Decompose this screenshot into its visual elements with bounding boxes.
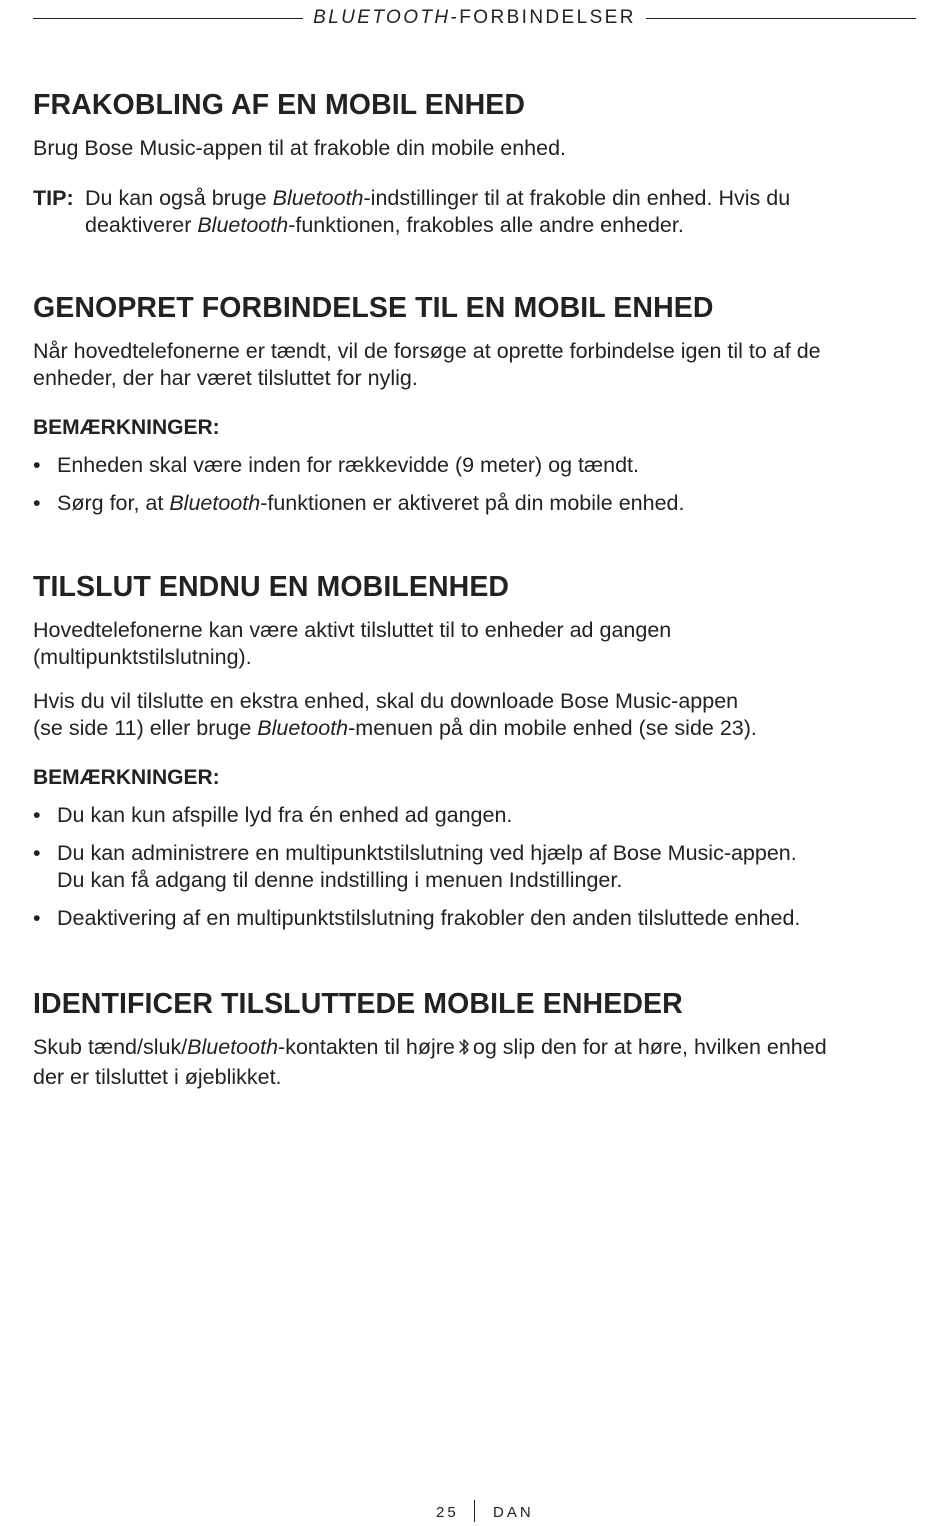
bullet-icon: •: [33, 841, 41, 865]
list-item: [33, 905, 913, 932]
language-code: DAN: [493, 1504, 534, 1521]
page-number: 25: [436, 1504, 459, 1521]
footer-divider: [474, 1500, 475, 1522]
paragraph-line: Når hovedtelefonerne er tændt, vil de forsøge at oprette forbindelse igen til to af de: [33, 339, 821, 363]
list-item-text: Deaktivering af en multipunktstilslutning frakobler den anden tilsluttede enhed.: [57, 906, 801, 930]
bullet-icon: •: [33, 453, 41, 477]
paragraph-line: (multipunktstilslutning).: [33, 645, 252, 669]
page-header: [33, 6, 916, 30]
notes-list: [33, 452, 913, 517]
section-heading: FRAKOBLING AF EN MOBIL ENHED: [33, 89, 526, 121]
header-title-rest: -FORBINDELSER: [450, 7, 636, 28]
notes-list: [33, 802, 913, 932]
paragraph-italic: Bluetooth: [257, 716, 349, 740]
bullet-icon: •: [33, 491, 41, 515]
header-rule-right: [646, 18, 916, 19]
paragraph-italic: Bluetooth: [187, 1035, 279, 1059]
paragraph: Brug Bose Music-appen til at frakoble din mobile enhed.: [33, 136, 567, 160]
header-title: [303, 7, 646, 29]
list-item-text: Enheden skal være inden for rækkevidde (9 meter) og tændt.: [57, 453, 639, 477]
paragraph-line: enheder, der har været tilsluttet for nylig.: [33, 366, 418, 390]
bullet-icon: •: [33, 906, 41, 930]
list-item: [33, 840, 913, 894]
section-identify: [33, 986, 913, 1091]
tip-label: TIP:: [33, 186, 74, 210]
tip-text-part: -indstillinger til at frakoble din enhed. Hvis du: [363, 186, 791, 210]
paragraph-line: Hovedtelefonerne kan være aktivt tilsluttet til to enheder ad gangen: [33, 618, 672, 642]
tip-text: [85, 185, 790, 239]
page-footer: [0, 1498, 950, 1526]
section-connect-another: [33, 569, 913, 932]
paragraph-line: (se side 11) eller bruge: [33, 716, 258, 740]
header-rule-left: [33, 18, 303, 19]
paragraph: [33, 688, 913, 742]
bullet-icon: •: [33, 803, 41, 827]
paragraph-line: der er tilsluttet i øjeblikket.: [33, 1065, 282, 1089]
bluetooth-icon: [458, 1037, 470, 1064]
list-item-text: Du kan få adgang til denne indstilling i menuen Indstillinger.: [57, 868, 623, 892]
paragraph: [33, 338, 913, 392]
paragraph-line: -kontakten til højre: [278, 1035, 455, 1059]
header-title-italic: BLUETOOTH: [313, 7, 451, 28]
paragraph-line: Skub tænd/sluk/: [33, 1035, 188, 1059]
section-heading: GENOPRET FORBINDELSE TIL EN MOBIL ENHED: [33, 292, 714, 324]
list-item: [33, 490, 913, 517]
list-item: [33, 452, 913, 479]
section-reconnect: [33, 290, 913, 517]
tip-text-part: deaktiverer: [85, 213, 198, 237]
list-item-text: Du kan kun afspille lyd fra én enhed ad gangen.: [57, 803, 513, 827]
section-disconnect: [33, 87, 913, 239]
tip-text-italic: Bluetooth: [272, 186, 364, 210]
tip-text-italic: Bluetooth: [197, 213, 289, 237]
tip-text-part: -funktionen, frakobles alle andre enheder.: [288, 213, 684, 237]
list-item-text: Du kan administrere en multipunktstilslutning ved hjælp af Bose Music-appen.: [57, 841, 797, 865]
paragraph: [33, 1034, 913, 1091]
tip-block: [33, 185, 913, 239]
list-item-text: -funktionen er aktiveret på din mobile enhed.: [260, 491, 685, 515]
tip-text-part: Du kan også bruge: [85, 186, 273, 210]
list-item-italic: Bluetooth: [169, 491, 261, 515]
list-item: [33, 802, 913, 829]
paragraph-line: og slip den for at høre, hvilken enhed: [472, 1035, 827, 1059]
section-heading: IDENTIFICER TILSLUTTEDE MOBILE ENHEDER: [33, 988, 683, 1020]
list-item-text: Sørg for, at: [57, 491, 170, 515]
paragraph-line: Hvis du vil tilslutte en ekstra enhed, skal du downloade Bose Music-appen: [33, 689, 739, 713]
paragraph-line: -menuen på din mobile enhed (se side 23).: [348, 716, 757, 740]
notes-label: BEMÆRKNINGER:: [33, 766, 220, 789]
section-heading: TILSLUT ENDNU EN MOBILENHED: [33, 571, 510, 603]
notes-label: BEMÆRKNINGER:: [33, 416, 220, 439]
paragraph: [33, 617, 913, 671]
